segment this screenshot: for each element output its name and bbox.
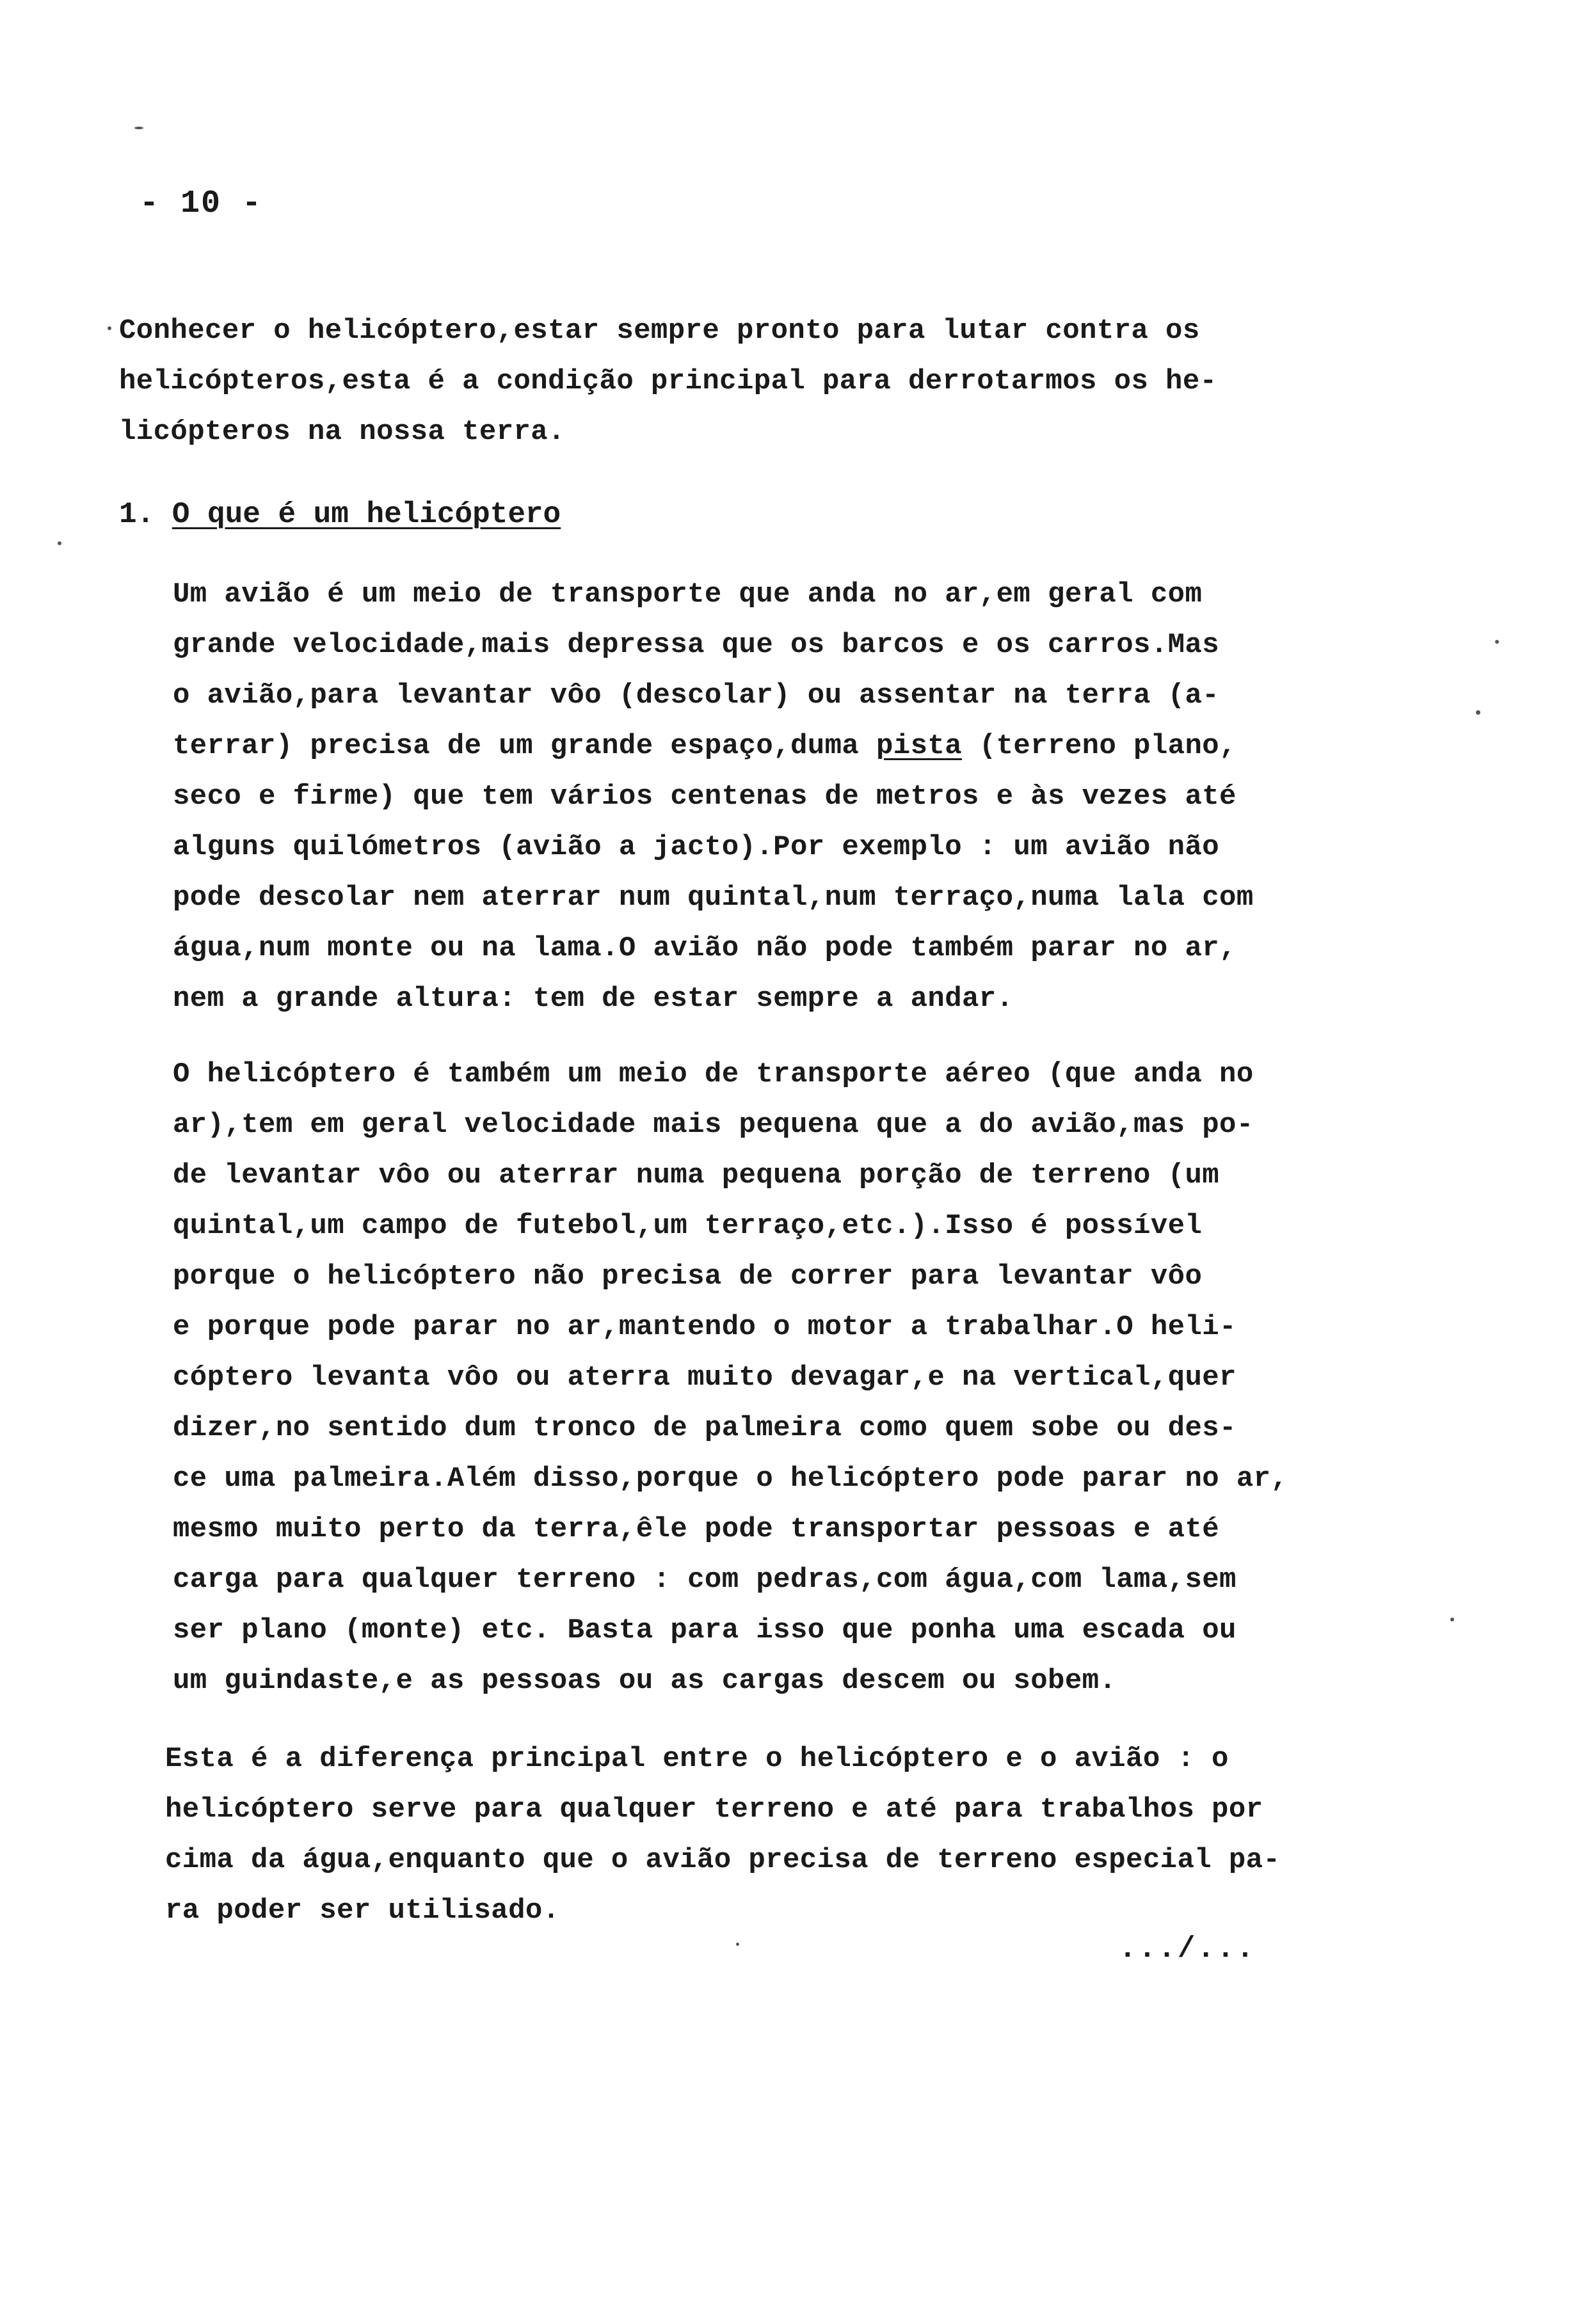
text-line: nem a grande altura: tem de estar sempre a andar. — [173, 983, 1014, 1015]
text-line: o avião,para levantar vôo (descolar) ou assentar na terra (a- — [173, 680, 1220, 712]
text-line: Conhecer o helicóptero,estar sempre pronto para lutar contra os — [119, 315, 1200, 347]
text-line: licópteros na nossa terra. — [119, 416, 565, 448]
text-line: mesmo muito perto da terra,êle pode transportar pessoas e até — [173, 1513, 1220, 1545]
text-line: quintal,um campo de futebol,um terraço,etc.).Isso é possível — [173, 1210, 1203, 1242]
text-line: pode descolar nem aterrar num quintal,num terraço,numa lala com — [173, 882, 1254, 914]
text-line: água,num monte ou na lama.O avião não pode também parar no ar, — [173, 932, 1237, 964]
text-line: helicópteros,esta é a condição principal para derrotarmos os he- — [119, 365, 1217, 397]
scan-speck — [1450, 1618, 1454, 1621]
continuation-mark: .../... — [1119, 1932, 1256, 1966]
section-title: O que é um helicóptero — [172, 498, 561, 531]
paragraph-helicoptero — [173, 1049, 1288, 1707]
page-number: - 10 - — [140, 186, 263, 222]
text-line: grande velocidade,mais depressa que os barcos e os carros.Mas — [173, 629, 1220, 661]
scan-speck — [134, 127, 143, 129]
text-line: helicóptero serve para qualquer terreno e até para trabalhos por — [165, 1794, 1263, 1826]
text-line — [173, 721, 1254, 772]
text-line: ser plano (monte) etc. Basta para isso que ponha uma escada ou — [173, 1614, 1237, 1646]
text-line: ra poder ser utilisado. — [165, 1895, 560, 1927]
text-line: seco e firme) que tem vários centenas de metros e às vezes até — [173, 781, 1237, 813]
intro-paragraph — [119, 306, 1217, 458]
text-line: dizer,no sentido dum tronco de palmeira como quem sobe ou des- — [173, 1412, 1237, 1444]
text-line: cóptero levanta vôo ou aterra muito devagar,e na vertical,quer — [173, 1362, 1237, 1394]
text-line: Um avião é um meio de transporte que anda no ar,em geral com — [173, 578, 1203, 610]
text-line: um guindaste,e as pessoas ou as cargas descem ou sobem. — [173, 1665, 1117, 1697]
text-line: de levantar vôo ou aterrar numa pequena porção de terreno (um — [173, 1159, 1220, 1191]
text-line: alguns quilómetros (avião a jacto).Por exemplo : um avião não — [173, 831, 1220, 863]
text-line: carga para qualquer terreno : com pedras,com água,com lama,sem — [173, 1564, 1237, 1596]
text-line: porque o helicóptero não precisa de correr para levantar vôo — [173, 1261, 1203, 1293]
scan-speck — [58, 541, 61, 545]
underlined-word-pista: pista — [876, 730, 963, 762]
paragraph-diferenca — [165, 1734, 1280, 1936]
section-heading — [119, 498, 561, 531]
scan-speck — [1476, 710, 1480, 715]
text-fragment: terrar) precisa de um grande espaço,duma — [173, 730, 876, 762]
text-line: cima da água,enquanto que o avião precisa de terreno especial pa- — [165, 1844, 1281, 1876]
text-line: ar),tem em geral velocidade mais pequena que a do avião,mas po- — [173, 1109, 1254, 1141]
text-fragment: (terreno plano, — [962, 730, 1237, 762]
scan-speck — [108, 326, 111, 330]
scan-speck — [736, 1943, 739, 1946]
text-line: O helicóptero é também um meio de transporte aéreo (que anda no — [173, 1058, 1254, 1090]
scan-speck — [1495, 640, 1499, 644]
text-line: e porque pode parar no ar,mantendo o motor a trabalhar.O heli- — [173, 1311, 1237, 1343]
text-line: Esta é a diferença principal entre o helicóptero e o avião : o — [165, 1743, 1229, 1775]
paragraph-aviao — [173, 569, 1254, 1024]
section-number: 1. — [119, 498, 155, 531]
text-line: ce uma palmeira.Além disso,porque o helicóptero pode parar no ar, — [173, 1463, 1288, 1495]
